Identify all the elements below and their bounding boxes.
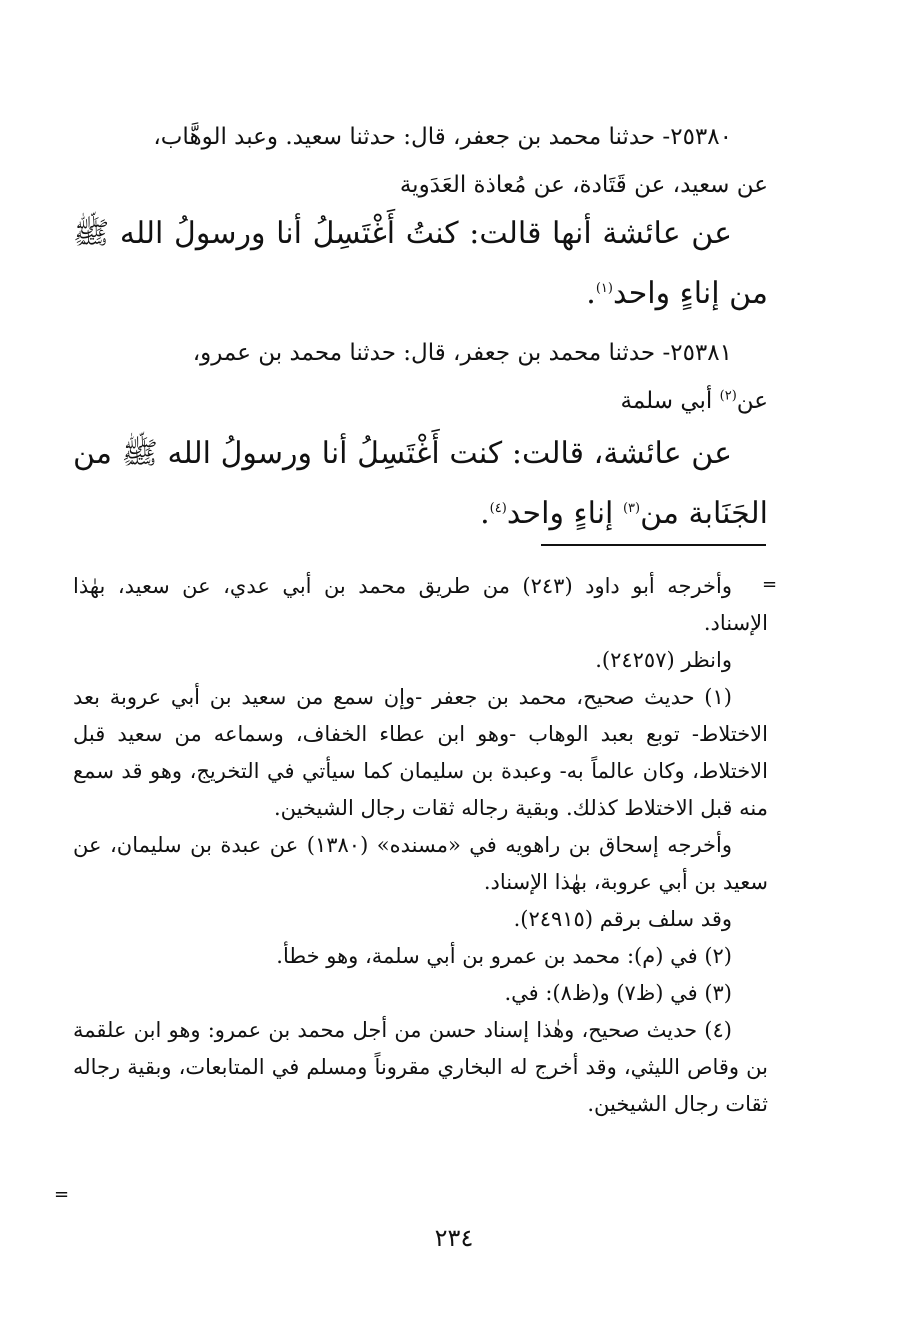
isnad-line: عن سعيد، عن قَتَادة، عن مُعاذة العَدَوية — [399, 172, 768, 198]
hadith-25380-matn — [73, 204, 768, 324]
hadith-25381-matn — [73, 424, 768, 544]
footnote-1-extra: وقد سلف برقم (٢٤٩١٥). — [513, 907, 732, 931]
isnad-text: عن — [736, 388, 768, 414]
footnote-1-extra: وأخرجه إسحاق بن راهويه في «مسنده» (١٣٨٠) عن عبدة بن سليمان، عن سعيد بن أبي عروبة، بهٰذا الإسناد. — [73, 833, 768, 894]
footnote-continuation: وأخرجه أبو داود (٢٤٣) من طريق محمد بن أبي عدي، عن سعيد، بهٰذا الإسناد. — [73, 574, 768, 635]
matn-text: إناءٍ واحد — [506, 496, 623, 531]
footnote-2: (٢) في (م): محمد بن عمرو بن أبي سلمة، وهو خطأ. — [276, 944, 732, 968]
isnad-text: أبي سلمة — [620, 388, 720, 414]
footnote-4: (٤) حديث صحيح، وهٰذا إسناد حسن من أجل محمد بن عمرو: وهو ابن علقمة بن وقاص الليثي، وقد أخرج له البخاري مقروناً ومسلم في المتابعات، وبقية رجاله ثقات رجال الشيخين. — [73, 1018, 768, 1116]
footnote-continuation: وانظر (٢٤٢٥٧). — [595, 648, 732, 672]
matn-text: عن عائشة أنها قالت: كنتُ أَغْتَسِلُ أنا ورسولُ الله ﷺ من إناءٍ واحد — [73, 216, 768, 311]
footnotes — [73, 568, 768, 1123]
hadith-25381-isnad — [73, 329, 768, 425]
continues-marker: = — [54, 1184, 70, 1205]
hadith-25380-isnad — [73, 113, 768, 209]
footnote-ref-2: (٢) — [719, 388, 737, 404]
matn-end: . — [480, 496, 490, 531]
page-number: ٢٣٤ — [434, 1224, 474, 1252]
continuation-marker: = — [762, 574, 778, 595]
footnote-ref-3: (٣) — [622, 501, 641, 516]
footnote-ref-1: (١) — [595, 281, 613, 296]
footnote-3: (٣) في (ظ٧) و(ظ٨): في. — [504, 981, 732, 1005]
footnote-1: (١) حديث صحيح، محمد بن جعفر -وإن سمع من سعيد بن أبي عروبة بعد الاختلاط- توبع بعبد الوهاب -وهو ابن عطاء الخفاف، وسماعه من سعيد قبل الاختلاط، وكان عالماً به- وعبدة بن سليمان كما سيأتي في التخريج، وهو قد سمع منه قبل الاختلاط كذلك. وبقية رجاله ثقات رجال الشيخين. — [73, 685, 768, 820]
footnote-ref-4: (٤) — [489, 501, 507, 516]
isnad-line — [73, 377, 768, 425]
matn-end: . — [586, 276, 596, 311]
isnad-line: ٢٥٣٨١- حدثنا محمد بن جعفر، قال: حدثنا محمد بن عمرو، — [192, 340, 732, 366]
matn-text: عن عائشة، قالت: كنت أَغْتَسِلُ أنا ورسولُ الله ﷺ من الجَنَابة من — [73, 436, 768, 531]
footnote-separator — [541, 544, 766, 546]
isnad-line: ٢٥٣٨٠- حدثنا محمد بن جعفر، قال: حدثنا سعيد. وعبد الوهَّاب، — [153, 124, 732, 150]
